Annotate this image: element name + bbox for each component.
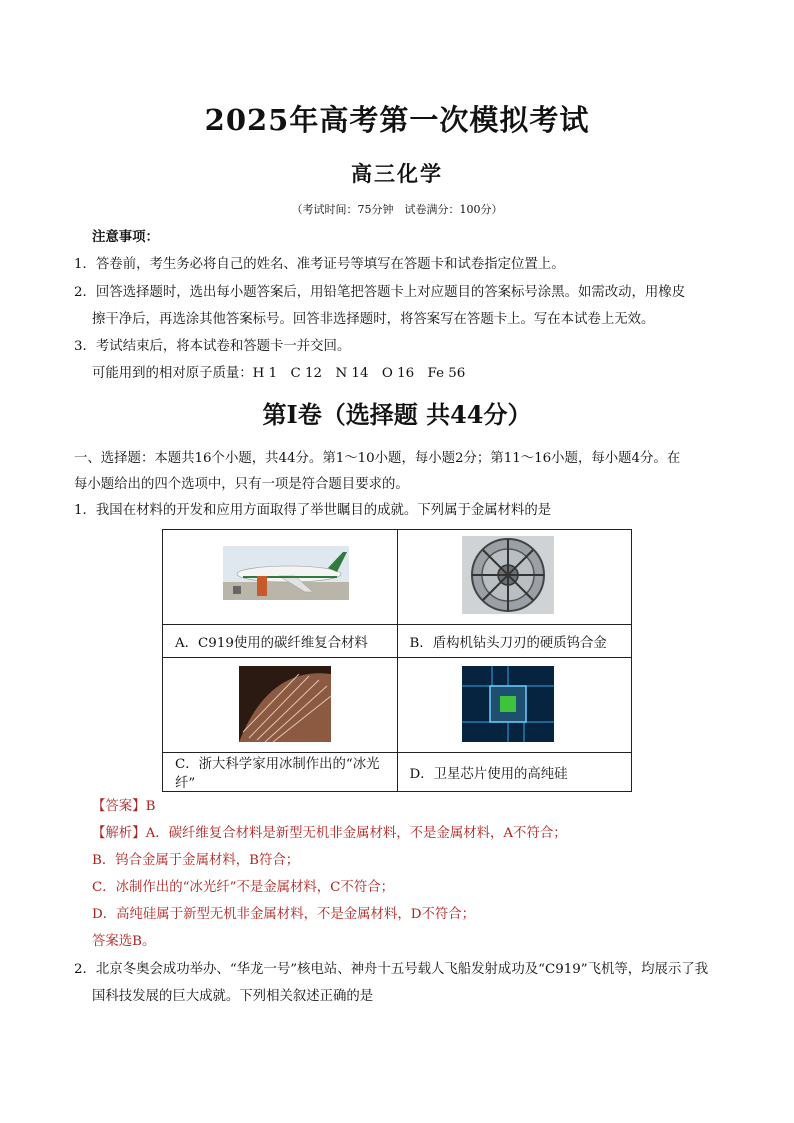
option-a: A．C919使用的碳纤维复合材料: [163, 625, 398, 658]
exam-info: （考试时间：75分钟 试卷满分：100分）: [291, 203, 503, 216]
note-item-2-cont: 擦干净后，再选涂其他答案标号。回答非选择题时，将答案写在答题卡上。写在本试卷上无效。: [92, 312, 655, 327]
exam-subtitle: 高三化学: [351, 161, 443, 186]
analysis-text-b: B．钨合金属于金属材料，B符合；: [92, 853, 300, 868]
analysis-line-1: [92, 826, 567, 842]
question-1-stem: 1．我国在材料的开发和应用方面取得了举世瞩目的成就。下列属于金属材料的是: [74, 503, 552, 518]
section-intro-2: 每小题给出的四个选项中，只有一项是符合题目要求的。: [74, 477, 409, 492]
tbm-cutterhead-image: [462, 536, 554, 614]
option-c: C．浙大科学家用冰制作出的“冰光纤”: [163, 753, 398, 792]
analysis-label: 【解析】: [92, 826, 146, 841]
option-b: B．盾构机钻头刀刃的硬质钨合金: [397, 625, 632, 658]
answer-label: 【答案】: [92, 799, 146, 814]
note-item-3: 3．考试结束后，将本试卷和答题卡一并交回。: [74, 339, 351, 354]
option-a-image-cell: [163, 530, 398, 625]
notes-heading: 注意事项：: [92, 229, 159, 245]
airplane-image: [223, 546, 349, 600]
answer-value: B: [145, 799, 156, 814]
analysis-text-c: C．冰制作出的“冰光纤”不是金属材料，C不符合；: [92, 880, 394, 895]
analysis-text-a: A．碳纤维复合材料是新型无机非金属材料，不是金属材料，A不符合；: [145, 826, 567, 841]
note-item-1: 1．答卷前，考生务必将自己的姓名、准考证号等填写在答题卡和试卷指定位置上。: [74, 257, 565, 272]
note-item-2: 2．回答选择题时，选出每小题答案后，用铅笔把答题卡上对应题目的答案标号涂黑。如需改动，用橡皮: [74, 285, 686, 300]
ice-fiber-image: [239, 666, 331, 742]
exam-title: 2025年高考第一次模拟考试: [204, 103, 590, 137]
answer-line: [92, 799, 155, 815]
section-intro-1: 一、选择题：本题共16个小题，共44分。第1～10小题，每小题2分；第11～16小题，每小题4分。在: [74, 451, 681, 466]
analysis-conclusion: 答案选B。: [92, 934, 156, 949]
question-1-options-table: [162, 529, 632, 792]
option-d-image-cell: [397, 658, 632, 753]
atomic-masses: 可能用到的相对原子质量：H 1 C 12 N 14 O 16 Fe 56: [92, 366, 466, 381]
question-2-stem-1: 2．北京冬奥会成功举办、“华龙一号”核电站、神舟十五号载人飞船发射成功及“C919”飞机等，均展示了我: [74, 962, 709, 977]
analysis-text-d: D．高纯硅属于新型无机非金属材料，不是金属材料，D不符合；: [92, 907, 476, 922]
question-2-stem-2: 国科技发展的巨大成就。下列相关叙述正确的是: [92, 989, 374, 1004]
section-title: 第Ⅰ卷（选择题 共44分）: [262, 400, 532, 429]
chip-image: [462, 666, 554, 742]
option-d: D．卫星芯片使用的高纯硅: [397, 753, 632, 792]
option-c-image-cell: [163, 658, 398, 753]
option-b-image-cell: [397, 530, 632, 625]
